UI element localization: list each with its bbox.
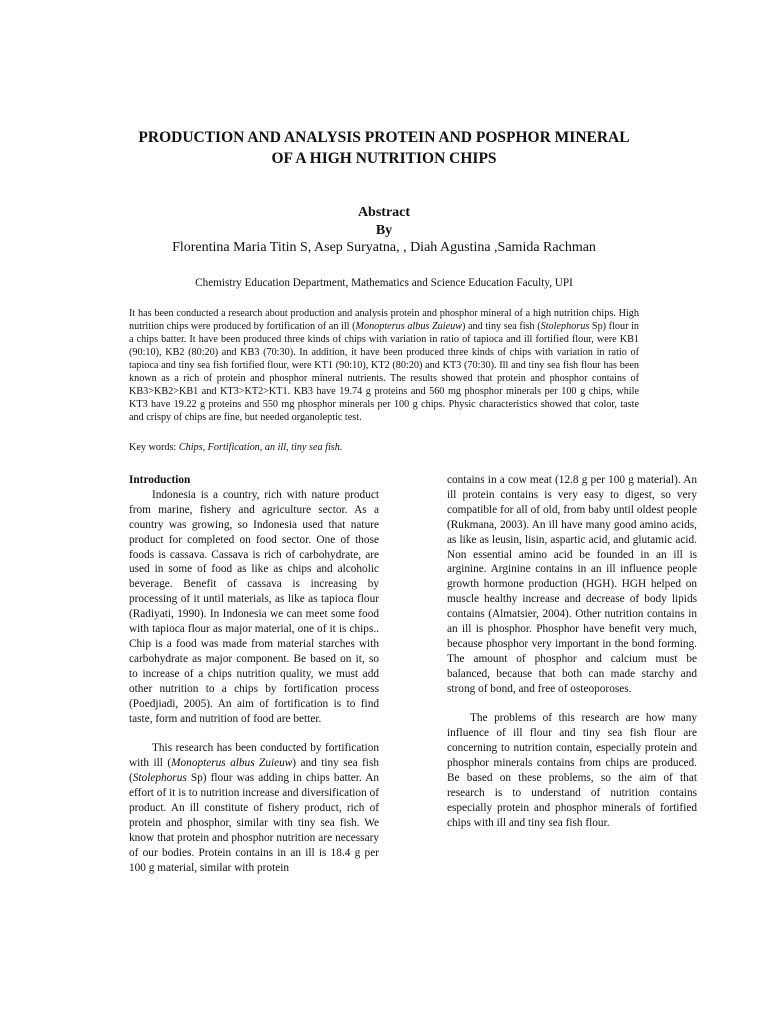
intro-paragraph-3: contains in a cow meat (12.8 g per 100 g material). An ill protein contains is very easy to digest, so very compatible for all of old, from baby until oldest people (Rukmana, 2003). An ill have many good amino acids, as like as leusin, lisin, aspartic acid, and glutamic acid. Non essential amino acid be founded in an ill is arginine. Arginine contains in an ill influence people growth hormone production (HGH). HGH helped on muscle healthy increase and decrease of body lipids contains (Almatsier, 2004). Other nutrition contains in an ill is phosphor. Phosphor have benefit very much, because phosphor very important in the bond forming. The amount of phosphor and calcium must be balanced, because that both can made starchy and strong of bond, and free of osteoporoses. [447, 474, 697, 695]
abstract-part: Sp) flour in a chips batter. It have been produced three kinds of chips with variation in ratio of tapioca and ill fortified flour, were KB1 (90:10), KB2 (80:20) and KB3 (70:30). In addition, it have been produced three kinds of chips with variation in ratio of tapioca and tiny sea fish fortified flour, were KT1 (90:10), KT2 (80:20) and KT3 (70:30). Ill and tiny sea fish flour has been known as a rich of protein and phosphor mineral nutrients. The results showed that protein and phosphor contains of KB3>KB2>KB1 and KT3>KT2>KT1. KB3 have 19.74 g proteins and 560 mg phosphor minerals per 100 g chips, while KT3 have 19.22 g proteins and 550 mg phosphor minerals per 100 g chips. Physic characteristics showed that color, taste and crispy of chips are fine, but needed organoleptic test. [129, 321, 639, 423]
genus-italic: Stolephorus [132, 772, 187, 785]
keywords-text: Chips, Fortification, an ill, tiny sea fish. [178, 442, 343, 453]
abstract-label: Abstract [357, 205, 411, 220]
keywords-label: Key words: [129, 442, 179, 453]
intro-paragraph-2 [129, 741, 379, 875]
abstract-species-italic: Monopterus albus Zuieuw [355, 321, 462, 332]
abstract-text [129, 307, 639, 424]
abstract-part: ) and tiny sea fish ( [462, 321, 541, 332]
left-column [129, 473, 379, 875]
keywords [129, 441, 639, 454]
abstract-genus-italic: Stolephorus [540, 321, 590, 332]
by-label: By [375, 223, 393, 238]
species-italic: Monopterus albus Zuieuw [171, 757, 293, 770]
abstract-heading [130, 204, 638, 240]
abstract-part: It has been conducted a research about production and analysis protein and phosphor mineral of a high nutrition chips. High nutrition chips were produced by fortification of an ill ( [129, 308, 639, 332]
para-part: This research has been conducted by fortification with ill ( [129, 742, 379, 770]
author-list: Florentina Maria Titin S, Asep Suryatna, , Diah Agustina ,Samida Rachman [172, 240, 596, 255]
introduction-heading: Introduction [129, 474, 191, 486]
affiliation: Chemistry Education Department, Mathematics and Science Education Faculty, UPI [195, 277, 573, 289]
para-part: Sp) flour was adding in chips batter. An effort of it is to nutrition increase and diversification of product. An ill constitute of fishery product, rich of protein and phosphor, similar with tiny sea fish. We know that protein and phosphor nutrition are necessary of our bodies. Protein contains in an ill is 18.4 g per 100 g material, similar with protein [129, 772, 379, 874]
intro-paragraph-1: Indonesia is a country, rich with nature product from marine, fishery and agriculture sector. As a country was growing, so Indonesia used that nature product for completed on food sector. One of those foods is cassava. Cassava is rich of carbohydrate, are used in some of food as like as chips and alcoholic beverage. Benefit of cassava is increasing by processing of it until materials, as like as tapioca flour (Radiyati, 1990). In Indonesia we can meet some food with tapioca flour as major material, one of it is chips.. Chip is a food was made from material starches with carbohydrate as major component. Be based on it, so to increase of a chips nutrition quality, we must add other nutrition to a chips by fortification process (Poedjiadi, 2005). An aim of fortification is to find taste, form and nutrition of food are better. [129, 488, 379, 725]
para-part: ) and tiny sea fish ( [129, 757, 379, 785]
intro-paragraph-4: The problems of this research are how many influence of ill flour and tiny sea fish flour are concerning to nutrition contain, especially protein and phosphor minerals contains from chips are produced. Be based on these problems, so the aim of that research is to understand of nutrition contains especially protein and phosphor minerals of fortified chips with ill and tiny sea fish flour. [447, 712, 697, 829]
right-column [447, 473, 697, 831]
paper-title: PRODUCTION AND ANALYSIS PROTEIN AND POSPHOR MINERAL OF A HIGH NUTRITION CHIPS [138, 129, 630, 167]
